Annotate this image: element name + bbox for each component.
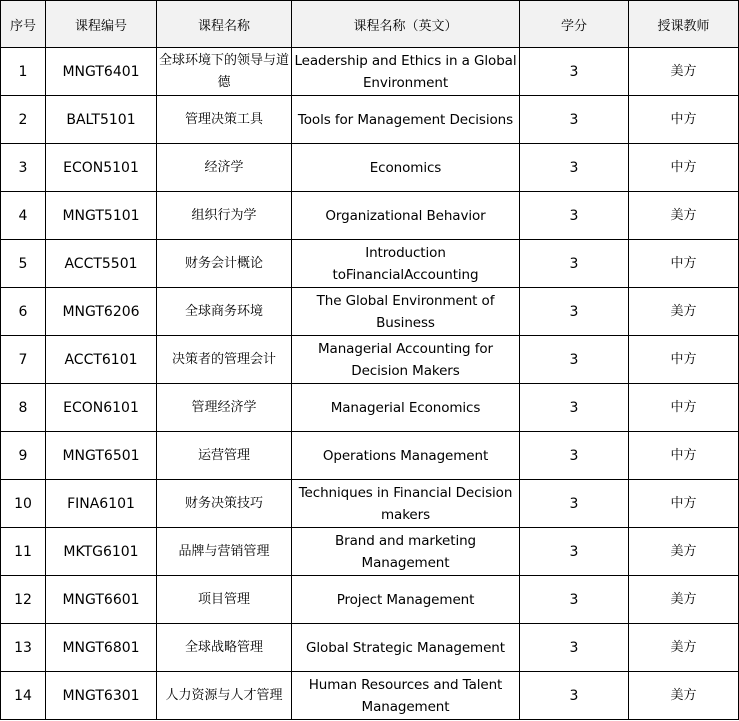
table-row xyxy=(1,384,739,432)
cell-credits: 3 xyxy=(520,96,629,144)
cell-teacher: 中方 xyxy=(629,432,739,480)
cell-course-name-en: Tools for Management Decisions xyxy=(292,96,520,144)
cell-course-code: MKTG6101 xyxy=(46,528,157,576)
cell-seq: 4 xyxy=(1,192,46,240)
header-credits: 学分 xyxy=(520,1,629,48)
cell-seq: 11 xyxy=(1,528,46,576)
cell-course-name-en: Brand and marketing Management xyxy=(292,528,520,576)
header-seq: 序号 xyxy=(1,1,46,48)
header-code: 课程编号 xyxy=(46,1,157,48)
cell-seq: 2 xyxy=(1,96,46,144)
cell-teacher: 中方 xyxy=(629,384,739,432)
cell-course-name-en: Managerial Accounting for Decision Makers xyxy=(292,336,520,384)
cell-seq: 9 xyxy=(1,432,46,480)
header-row xyxy=(1,1,739,48)
cell-course-code: ECON6101 xyxy=(46,384,157,432)
cell-course-code: ACCT6101 xyxy=(46,336,157,384)
table-row xyxy=(1,672,739,720)
cell-course-name-en: Leadership and Ethics in a Global Environment xyxy=(292,48,520,96)
cell-credits: 3 xyxy=(520,240,629,288)
cell-course-name-cn: 决策者的管理会计 xyxy=(157,336,292,384)
cell-teacher: 中方 xyxy=(629,240,739,288)
cell-course-name-cn: 全球战略管理 xyxy=(157,624,292,672)
cell-course-code: MNGT6801 xyxy=(46,624,157,672)
cell-teacher: 中方 xyxy=(629,336,739,384)
cell-credits: 3 xyxy=(520,384,629,432)
table-row xyxy=(1,528,739,576)
cell-teacher: 美方 xyxy=(629,288,739,336)
cell-course-name-cn: 经济学 xyxy=(157,144,292,192)
cell-credits: 3 xyxy=(520,48,629,96)
cell-credits: 3 xyxy=(520,576,629,624)
cell-teacher: 美方 xyxy=(629,528,739,576)
table-row xyxy=(1,576,739,624)
cell-course-name-cn: 管理经济学 xyxy=(157,384,292,432)
cell-course-code: ECON5101 xyxy=(46,144,157,192)
table-row xyxy=(1,96,739,144)
cell-credits: 3 xyxy=(520,192,629,240)
cell-credits: 3 xyxy=(520,672,629,720)
cell-course-code: MNGT6301 xyxy=(46,672,157,720)
cell-course-name-cn: 全球环境下的领导与道德 xyxy=(157,48,292,96)
cell-course-name-cn: 全球商务环境 xyxy=(157,288,292,336)
cell-seq: 10 xyxy=(1,480,46,528)
cell-teacher: 中方 xyxy=(629,480,739,528)
table-row xyxy=(1,432,739,480)
cell-seq: 13 xyxy=(1,624,46,672)
cell-credits: 3 xyxy=(520,432,629,480)
header-name-en: 课程名称（英文） xyxy=(292,1,520,48)
cell-course-name-cn: 管理决策工具 xyxy=(157,96,292,144)
course-table-body xyxy=(1,48,739,720)
table-row xyxy=(1,144,739,192)
cell-credits: 3 xyxy=(520,480,629,528)
cell-course-name-en: Organizational Behavior xyxy=(292,192,520,240)
cell-course-name-cn: 项目管理 xyxy=(157,576,292,624)
cell-seq: 6 xyxy=(1,288,46,336)
cell-course-name-en: Project Management xyxy=(292,576,520,624)
cell-seq: 8 xyxy=(1,384,46,432)
cell-teacher: 美方 xyxy=(629,576,739,624)
cell-course-code: BALT5101 xyxy=(46,96,157,144)
cell-course-name-en: Human Resources and Talent Management xyxy=(292,672,520,720)
cell-seq: 5 xyxy=(1,240,46,288)
cell-teacher: 美方 xyxy=(629,672,739,720)
cell-course-name-cn: 财务会计概论 xyxy=(157,240,292,288)
cell-teacher: 中方 xyxy=(629,96,739,144)
cell-teacher: 美方 xyxy=(629,192,739,240)
table-row xyxy=(1,336,739,384)
table-row xyxy=(1,192,739,240)
cell-credits: 3 xyxy=(520,288,629,336)
header-teacher: 授课教师 xyxy=(629,1,739,48)
cell-course-code: MNGT5101 xyxy=(46,192,157,240)
cell-course-name-cn: 组织行为学 xyxy=(157,192,292,240)
cell-seq: 7 xyxy=(1,336,46,384)
cell-credits: 3 xyxy=(520,624,629,672)
cell-course-code: MNGT6206 xyxy=(46,288,157,336)
cell-teacher: 中方 xyxy=(629,144,739,192)
cell-course-name-en: Global Strategic Management xyxy=(292,624,520,672)
cell-course-code: FINA6101 xyxy=(46,480,157,528)
cell-course-name-en: Introduction toFinancialAccounting xyxy=(292,240,520,288)
cell-course-code: MNGT6501 xyxy=(46,432,157,480)
cell-course-name-cn: 财务决策技巧 xyxy=(157,480,292,528)
cell-seq: 12 xyxy=(1,576,46,624)
table-row xyxy=(1,480,739,528)
cell-course-name-cn: 人力资源与人才管理 xyxy=(157,672,292,720)
cell-course-name-cn: 运营管理 xyxy=(157,432,292,480)
cell-teacher: 美方 xyxy=(629,48,739,96)
cell-course-name-en: Economics xyxy=(292,144,520,192)
table-row xyxy=(1,624,739,672)
table-row xyxy=(1,48,739,96)
cell-course-name-en: Techniques in Financial Decision makers xyxy=(292,480,520,528)
cell-course-name-en: Managerial Economics xyxy=(292,384,520,432)
cell-credits: 3 xyxy=(520,528,629,576)
cell-credits: 3 xyxy=(520,144,629,192)
cell-credits: 3 xyxy=(520,336,629,384)
cell-course-code: MNGT6401 xyxy=(46,48,157,96)
cell-seq: 3 xyxy=(1,144,46,192)
cell-teacher: 美方 xyxy=(629,624,739,672)
cell-course-name-cn: 品牌与营销管理 xyxy=(157,528,292,576)
cell-seq: 14 xyxy=(1,672,46,720)
cell-course-code: ACCT5501 xyxy=(46,240,157,288)
cell-course-name-en: Operations Management xyxy=(292,432,520,480)
table-row xyxy=(1,288,739,336)
table-row xyxy=(1,240,739,288)
cell-course-code: MNGT6601 xyxy=(46,576,157,624)
header-name-cn: 课程名称 xyxy=(157,1,292,48)
cell-course-name-en: The Global Environment of Business xyxy=(292,288,520,336)
cell-seq: 1 xyxy=(1,48,46,96)
